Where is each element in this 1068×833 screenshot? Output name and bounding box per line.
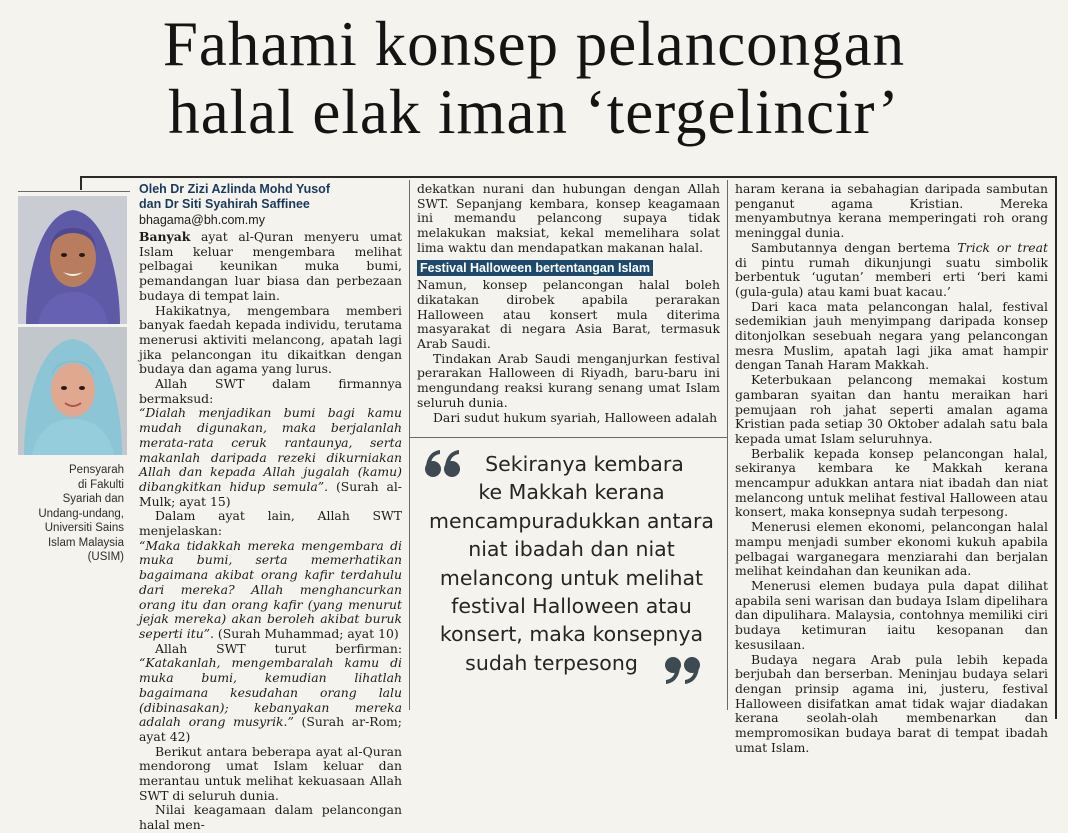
column-rule-2 xyxy=(727,180,728,710)
pull-quote-line: mencampuradukkan antara xyxy=(429,508,714,533)
photo-top-rule xyxy=(18,191,130,192)
pull-quote-line: niat ibadah dan niat xyxy=(468,537,675,562)
pullquote-top-rule xyxy=(409,437,727,438)
paragraph: Banyak ayat al-Quran menyeru umat Islam keluar mengembara melihat pelbagai keunikan muka bumi, pemandangan luar biasa dan perbezaan budaya di tempat lain. xyxy=(139,229,402,303)
caption-line: Pensyarah xyxy=(69,464,124,476)
author-email: bhagama@bh.com.my xyxy=(139,213,265,227)
paragraph: Allah SWT turut berfirman: “Katakanlah, mengembaralah kamu di muka bumi, kemudian lihatlah bagaimana kesudahan orang lalu (dibinasakan); kebanyakan mereka adalah orang musyrik.” (Surah ar-Rom; ayat 42) xyxy=(139,640,402,744)
column-rule-1 xyxy=(409,180,410,710)
paragraph: dekatkan nurani dan hubungan dengan Allah SWT. Sepanjang kembara, konsep keagamaan ini memandu pelancong supaya tidak melakukan maksiat, kekal memelihara solat lima waktu dan mendapatkan makanan halal. xyxy=(417,181,720,255)
author-caption xyxy=(20,463,124,565)
paragraph: Budaya negara Arab pula lebih kepada berjubah dan berserban. Meninjau budaya selari dengan prinsip agama ini, justeru, festival Halloween disifatkan amat tidak wajar diadakan kerana seolah-olah membenarkan dan mempromosikan budaya barat di tempat ibadah umat Islam. xyxy=(735,651,1048,755)
paragraph: Allah SWT dalam firmannya bermaksud: xyxy=(139,376,402,406)
paragraph: Nilai keagamaan dalam pelancongan halal men- xyxy=(139,802,402,833)
caption-line: Syariah dan xyxy=(62,493,124,505)
headline-line-2: halal elak iman ‘tergelincir’ xyxy=(168,77,900,147)
paragraph: Dalam ayat lain, Allah SWT menjelaskan: xyxy=(139,508,402,539)
caption-line: (USIM) xyxy=(87,551,124,563)
caption-line: Universiti Sains xyxy=(44,522,124,534)
paragraph: Menerusi elemen ekonomi, pelancongan halal mampu menjadi sumber ekonomi kukuh apabila pelbagai warganegara menziarahi dan berjalan melihat keindahan dan keunikan ada. xyxy=(735,519,1048,579)
author-photo-2 xyxy=(18,327,127,455)
article-column-2 xyxy=(417,182,720,425)
paragraph: Namun, konsep pelancongan halal boleh dikatakan dirobek apabila perarakan Halloween atau konsert mula diterima masyarakat di negara Asia Barat, termasuk Arab Saudi. xyxy=(417,277,720,352)
article-column-1 xyxy=(139,182,402,833)
author-photo-1 xyxy=(18,196,127,324)
pull-quote-line: festival Halloween atau xyxy=(451,594,692,619)
headline xyxy=(0,0,1068,160)
section-subheading: Festival Halloween bertentangan Islam xyxy=(417,260,653,277)
paragraph: Tindakan Arab Saudi menganjurkan festival perarakan Halloween di Riyadh, baru-baru ini mengundang reaksi kurang senang umat Islam seluruh dunia. xyxy=(417,350,720,410)
paragraph: Hakikatnya, mengembara memberi banyak faedah kepada individu, terutama menerusi aktiviti melancong, apatah lagi jika pelancongan itu dikaitkan dengan budaya dan agama yang lurus. xyxy=(139,302,402,377)
pull-quote-line: konsert, maka konsepnya xyxy=(439,622,704,647)
quote-paragraph: “Maka tidakkah mereka mengembara di muka bumi, serta memerhatikan bagaimana akibat orang kafir terdahulu dari mereka? Allah menghancurkan orang itu dan orang kafir (yang menurut jejak mereka) akan beroleh akibat buruk seperti itu”. (Surah Muhammad; ayat 10) xyxy=(139,537,402,641)
paragraph: Berbalik kepada konsep pelancongan halal, sekiranya kembara ke Makkah kerana mencampur adukkan antara niat ibadah dan niat melancong untuk melihat festival Halloween atau konsert, maka konsepnya sudah terpesong. xyxy=(735,445,1048,520)
caption-line: Islam Malaysia xyxy=(47,536,124,549)
caption-line: di Fakulti xyxy=(77,478,124,491)
frame-right-rule xyxy=(1055,176,1057,719)
close-quote-icon xyxy=(663,655,701,689)
quote-paragraph: “Dialah menjadikan bumi bagi kamu mudah digunakan, maka berjalanlah merata-rata ceruk rantaunya, serta makanlah daripada rezeki dikurniakan Allah dan kepada Allah jugalah (kamu) dibangkitkan hidup semula”. (Surah al-Mulk; ayat 15) xyxy=(139,405,402,509)
drop-lead-word: Banyak xyxy=(139,229,191,244)
pull-quote-line: Sekiranya kembara xyxy=(485,452,684,476)
paragraph: Menerusi elemen budaya pula dapat dilihat apabila seni warisan dan budaya Islam dipelihara dan dipulihara. Malaysia, contohnya memiliki ciri budaya ketimuran iaitu kesopanan dan kesusilaan. xyxy=(735,577,1048,652)
pull-quote-line: sudah terpesong xyxy=(465,650,638,675)
paragraph: Dari kaca mata pelancongan halal, festival sedemikian jauh menyimpang daripada konsep ditonjolkan sesebuah negara yang pelancongan mesra Muslim, apatah lagi jika amat hampir dengan Tanah Haram Makkah. xyxy=(735,298,1048,373)
paragraph: Sambutannya dengan bertema Trick or treat di pintu rumah dikunjungi suatu simbolik berbentuk ‘ugutan’ memberi erti ‘beri kami (gula-gula) atau kami buat kacau.’ xyxy=(735,239,1048,299)
headline-line-1: Fahami konsep pelancongan xyxy=(162,9,906,79)
paragraph: Keterbukaan pelancong memakai kostum gambaran syaitan dan hantu meraikan hari pemujaan roh jahat seperti amalan agama Kristian pada setiap 30 Oktober adalah satu bala kepada umat Islam seluruhnya. xyxy=(735,372,1048,446)
paragraph: Berikut antara beberapa ayat al-Quran mendorong umat Islam keluar dan merantau untuk melihat kekuasaan Allah SWT di seluruh dunia. xyxy=(139,743,402,803)
paragraph: haram kerana ia sebahagian daripada sambutan penganut agama Kristian. Mereka menyambutnya kerana memperingati roh orang meninggal dunia. xyxy=(735,181,1048,241)
byline-line-1: Oleh Dr Zizi Azlinda Mohd Yusof xyxy=(139,182,330,196)
frame-left-rule xyxy=(80,176,82,190)
pull-quote-line: ke Makkah kerana xyxy=(478,480,665,505)
article-column-3 xyxy=(735,182,1048,755)
paragraph: Dari sudut hukum syariah, Halloween adalah xyxy=(433,409,718,425)
caption-line: Undang-undang, xyxy=(38,507,124,520)
frame-top-rule xyxy=(80,176,1057,178)
byline-line-2: dan Dr Siti Syahirah Saffinee xyxy=(139,197,310,211)
pull-quote-line: melancong untuk melihat xyxy=(439,565,704,590)
